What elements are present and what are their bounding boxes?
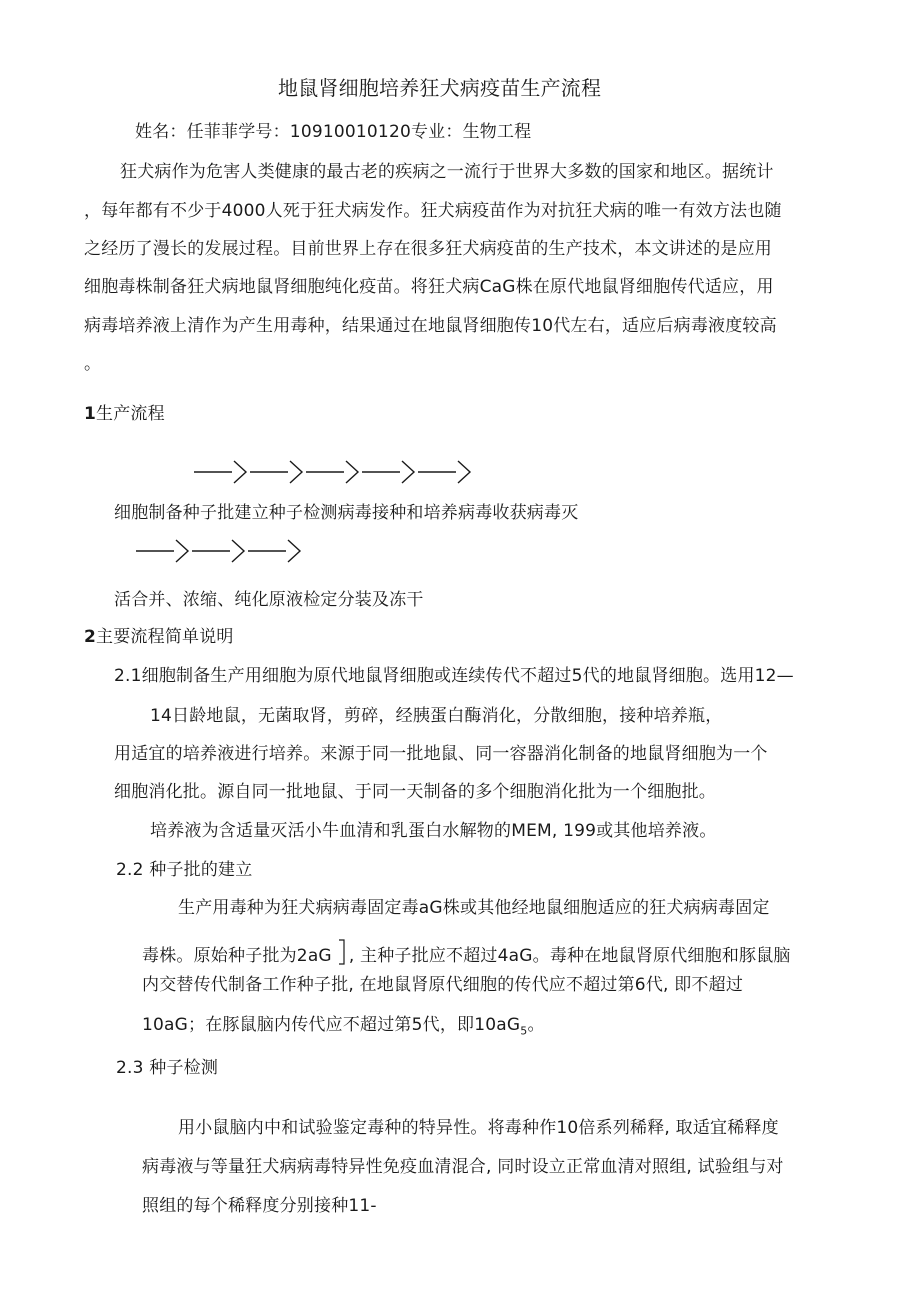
flow-arrow-icon (136, 540, 188, 562)
section1-heading-text: 生产流程 (96, 404, 165, 424)
s22-line-2-part-a: 毒株。原始种子批为2aG (142, 946, 332, 966)
intro-line-6: 。 (84, 354, 102, 374)
s22-heading: 2.2 种子批的建立 (116, 860, 253, 880)
flow-arrow-icon (248, 540, 300, 562)
s21-line-1: 2.1细胞制备生产用细胞为原代地鼠肾细胞或连续传代不超过5代的地鼠肾细胞。选用12— (114, 666, 794, 686)
s22-line-4-subscript: 5 (520, 1024, 528, 1038)
intro-line-2: ，每年都有不少于4000人死于狂犬病发作。狂犬病疫苗作为对抗狂犬病的唯一有效方法也随 (84, 201, 782, 221)
flow-arrow-icon (192, 540, 244, 562)
intro-line-4: 细胞毒株制备狂犬病地鼠肾细胞纯化疫苗。将狂犬病CaG株在原代地鼠肾细胞传代适应，用 (84, 277, 774, 297)
author-line: 姓名：任菲菲学号：10910010120专业：生物工程 (135, 122, 532, 142)
bracket-mark (338, 939, 346, 965)
flow-arrow-icon (194, 461, 246, 483)
intro-line-1: 狂犬病作为危害人类健康的最古老的疾病之一流行于世界大多数的国家和地区。据统计 (120, 162, 774, 182)
section2-heading (84, 626, 234, 648)
intro-line-3: 之经历了漫长的发展过程。目前世界上存在很多狂犬病疫苗的生产技术，本文讲述的是应用 (84, 239, 772, 259)
section2-number: 2 (84, 627, 97, 647)
s23-heading: 2.3 种子检测 (116, 1058, 219, 1078)
page-title: 地鼠肾细胞培养狂犬病疫苗生产流程 (278, 76, 602, 100)
s21-line-3: 用适宜的培养液进行培养。来源于同一批地鼠、同一容器消化制备的地鼠肾细胞为一个 (114, 744, 768, 764)
s23-line-1: 用小鼠脑内中和试验鉴定毒种的特异性。将毒种作10倍系列稀释, 取适宜稀释度 (178, 1118, 779, 1138)
s21-line-5: 培养液为含适量灭活小牛血清和乳蛋白水解物的MEM, 199或其他培养液。 (150, 821, 717, 841)
section1-heading (84, 403, 165, 425)
intro-line-5: 病毒培养液上清作为产生用毒种，结果通过在地鼠肾细胞传10代左右，适应后病毒液度较高 (84, 316, 777, 336)
s22-line-4 (142, 1014, 545, 1042)
s22-line-3: 内交替传代制备工作种子批, 在地鼠肾原代细胞的传代应不超过第6代, 即不超过 (142, 975, 744, 995)
s22-line-4-part-b: 。 (527, 1015, 545, 1035)
s21-line-4: 细胞消化批。源自同一批地鼠、于同一天制备的多个细胞消化批为一个细胞批。 (114, 782, 716, 802)
flow-arrow-icon (418, 461, 470, 483)
s22-line-2 (142, 935, 791, 967)
flow-arrow-icon (250, 461, 302, 483)
flow-arrows-row-1 (192, 458, 477, 486)
section2-heading-text: 主要流程简单说明 (96, 627, 234, 647)
s22-line-2-part-b: , 主种子批应不超过4aG。毒种在地鼠肾原代细胞和豚鼠脑 (348, 946, 791, 966)
flow-arrows-row-2 (134, 537, 309, 565)
flow-row-1-labels: 细胞制备种子批建立种子检测病毒接种和培养病毒收获病毒灭 (114, 503, 579, 523)
s23-line-3: 照组的每个稀释度分别接种11- (142, 1196, 377, 1216)
flow-arrow-icon (362, 461, 414, 483)
s21-line-2: 14日龄地鼠，无菌取肾，剪碎，经胰蛋白酶消化，分散细胞，接种培养瓶， (150, 706, 723, 726)
s22-line-4-part-a: 10aG；在豚鼠脑内传代应不超过第5代，即10aG (142, 1015, 521, 1035)
s22-line-1: 生产用毒种为狂犬病病毒固定毒aG株或其他经地鼠细胞适应的狂犬病病毒固定 (178, 898, 770, 918)
flow-arrow-icon (306, 461, 358, 483)
s23-line-2: 病毒液与等量狂犬病病毒特异性免疫血清混合, 同时设立正常血清对照组, 试验组与对 (142, 1157, 784, 1177)
flow-row-2-labels: 活合并、浓缩、纯化原液检定分装及冻干 (114, 590, 424, 610)
section1-number: 1 (84, 404, 97, 424)
